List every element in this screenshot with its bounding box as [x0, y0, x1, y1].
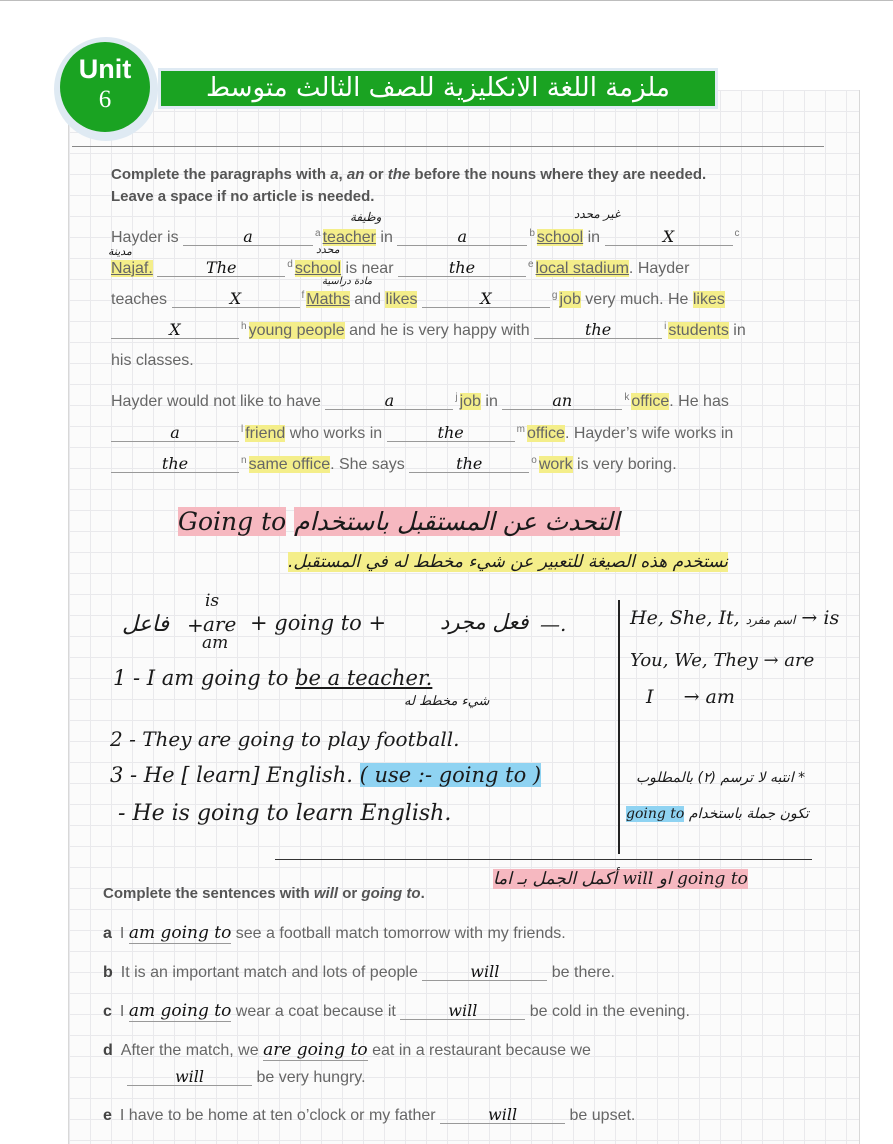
- item-b: b It is an important match and lots of people will be there.: [103, 962, 615, 981]
- note-school-ar: غير محدد: [574, 207, 621, 221]
- rule-2: You, We, They → are: [630, 650, 815, 671]
- note-najaf-ar: مدينة: [108, 245, 132, 258]
- item-d: d After the match, we are going to eat in a restaurant because we: [103, 1040, 591, 1060]
- noun-work: work: [538, 456, 573, 473]
- formula-is: is: [205, 591, 220, 611]
- para1-line4: X $^h$ young people and he is very happy with the $^i$ students in: [111, 320, 746, 340]
- answer-j: a: [384, 391, 395, 410]
- answer-b: a: [457, 227, 468, 246]
- answer-a: a: [243, 227, 253, 246]
- formula-subject: فاعل: [122, 612, 170, 637]
- answer-item-c: am going to: [128, 1001, 232, 1021]
- exercise2-instruction: Complete the sentences with will or going to.: [103, 885, 425, 902]
- answer-l: a: [170, 423, 180, 442]
- header-divider: [72, 146, 824, 147]
- formula-verb: فعل مجرد: [440, 610, 529, 634]
- formula-are: are: [203, 612, 237, 636]
- answer-h: X: [169, 320, 181, 339]
- noun-same-office: same office: [248, 456, 331, 473]
- noun-local-stadium: local stadium: [535, 260, 629, 277]
- formula-going-to: + going to +: [250, 611, 387, 635]
- answer-f: X: [229, 289, 242, 308]
- notes-divider: [618, 600, 620, 854]
- noun-office: office: [631, 393, 670, 410]
- answer-item-d2: will: [174, 1067, 205, 1086]
- para1-line3: teaches X $^f$ Maths and likes X $^g$ job very much. He likes: [111, 289, 725, 308]
- noun-job: job: [559, 291, 581, 308]
- noun-friend: friend: [245, 425, 286, 442]
- para1-line5: his classes.: [111, 352, 194, 369]
- example-2: 2 - They are going to play football.: [110, 727, 460, 751]
- formula-plus: +: [187, 613, 204, 637]
- answer-c: X: [662, 227, 675, 246]
- example-1: 1 - I am going to be a teacher.: [113, 666, 433, 690]
- notes-title: Going to التحدث عن المستقبل باستخدام: [178, 507, 620, 536]
- item-a: a I am going to see a football match tomorrow with my friends.: [103, 923, 566, 943]
- para1-line1: Hayder is a $^a$ teacher in a $^b$ school in X $^c$: [111, 227, 740, 246]
- formula-dash: —.: [540, 612, 567, 636]
- likes-2: likes: [692, 291, 725, 308]
- exercise1-instruction: Complete the paragraphs with a, an or the before the nouns where they are needed.: [111, 166, 707, 183]
- page-title: ملزمة اللغة الانكليزية للصف الثالث متوسط: [158, 68, 718, 109]
- answer-g: X: [480, 289, 492, 308]
- item-d-line2: will be very hungry.: [127, 1067, 366, 1087]
- unit-word: Unit: [78, 54, 132, 84]
- noun-young-people: young people: [248, 322, 345, 339]
- note-school2-ar: محدد: [316, 243, 340, 256]
- answer-item-a: am going to: [128, 923, 232, 943]
- noun-job2: job: [459, 393, 481, 410]
- para1-line2: Najaf. The $^d$ school is near the $^e$ local stadium. Hayder: [111, 258, 690, 277]
- answer-o: the: [456, 454, 483, 473]
- noun-students: students: [668, 322, 729, 339]
- noun-teacher: teacher: [322, 229, 376, 246]
- exercise1-instruction-line2: Leave a space if no article is needed.: [111, 188, 375, 205]
- noun-maths: Maths: [306, 291, 350, 308]
- unit-number: 6: [98, 86, 112, 113]
- formula-am: am: [202, 633, 229, 653]
- exercise2-note-ar: أكمل الجمل بـ اما will او going to: [493, 869, 748, 889]
- para2-line3: the $^n$ same office. She says the $^o$ work is very boring.: [111, 454, 677, 474]
- example-1-note: شيء مخطط له: [404, 694, 490, 709]
- likes-1: likes: [385, 291, 418, 308]
- answer-item-b: will: [470, 962, 500, 981]
- answer-i: the: [585, 320, 612, 339]
- answer-n: the: [161, 454, 189, 473]
- note-ar-2: going to تكون جملة باستخدام: [626, 806, 809, 822]
- noun-school2: school: [294, 260, 342, 277]
- example-3: 3 - He [ learn] English. ( use :- going to ): [110, 763, 542, 787]
- answer-item-c2: will: [448, 1001, 478, 1020]
- item-c: c I am going to wear a coat because it will be cold in the evening.: [103, 1001, 690, 1021]
- answer-item-d: are going to: [263, 1040, 368, 1060]
- top-border-line: [0, 0, 893, 1]
- note-teacher-ar: وظيفة: [350, 210, 382, 224]
- notes-subtitle: نستخدم هذه الصيغة للتعبير عن شيء مخطط له في المستقبل.: [288, 552, 729, 572]
- noun-office2: office: [526, 425, 565, 442]
- answer-item-e: will: [488, 1105, 518, 1124]
- answer-e: the: [448, 258, 476, 277]
- para2-line1: Hayder would not like to have a $^j$ job in an $^k$ office. He has: [111, 391, 729, 410]
- note-ar-1: * انتبه لا ترسم (٢) بالمطلوب: [636, 770, 806, 786]
- answer-k: an: [552, 391, 573, 410]
- noun-najaf: Najaf.: [111, 260, 153, 277]
- answer-d: The: [206, 258, 237, 277]
- rule-1: He, She, It, اسم مفرد → is: [630, 607, 840, 629]
- item-e: e I have to be home at ten o’clock or my father will be upset.: [103, 1105, 636, 1124]
- notes-bottom-line: [275, 859, 812, 860]
- rule-3: I → am: [646, 686, 735, 708]
- note-maths-ar: مادة دراسية: [322, 276, 373, 287]
- answer-m: the: [437, 423, 464, 442]
- example-3-answer: - He is going to learn English.: [118, 801, 452, 826]
- unit-badge: [60, 42, 150, 132]
- para2-line2: a $^l$ friend who works in the $^m$ office. Hayder’s wife works in: [111, 423, 733, 443]
- noun-school: school: [536, 229, 584, 246]
